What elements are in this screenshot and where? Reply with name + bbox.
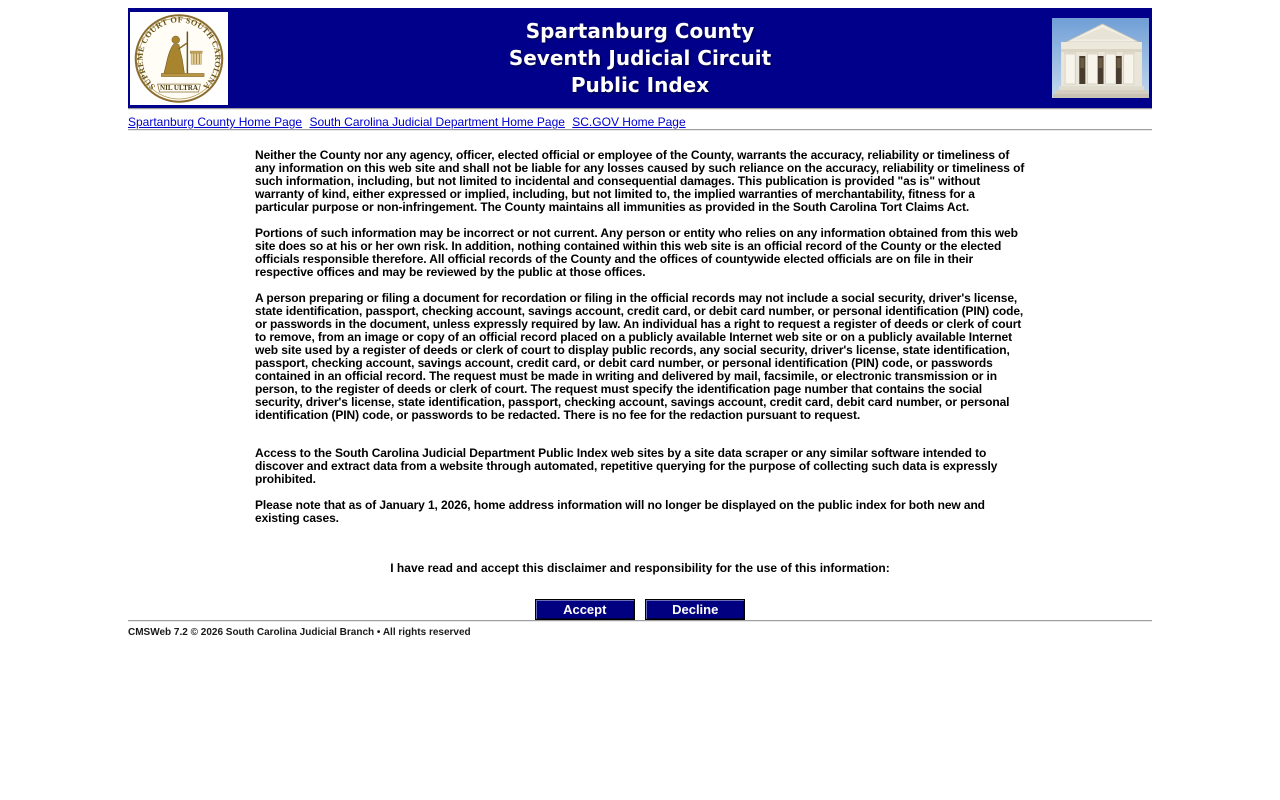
courthouse-image <box>1052 18 1149 98</box>
nav-links-row <box>128 115 1152 129</box>
disclaimer-paragraph-5: Please note that as of January 1, 2026, home address information will no longer be displayed on the public index for both new and existing cases. <box>255 498 985 525</box>
disclaimer-paragraph-2: Portions of such information may be incorrect or not current. Any person or entity who relies on any information obtained from this web site does so at his or her own risk. In addition, nothing contained within this web site is an official record of the County or the elected officials responsible therefore. All official records of the County and the offices of countywide elected officials are on file in their respective offices and may be reviewed by the public at those offices. <box>255 226 1018 279</box>
banner-title <box>128 8 1152 108</box>
button-row <box>128 599 1152 620</box>
footer-text: CMSWeb 7.2 © 2026 South Carolina Judicial Branch • All rights reserved <box>128 627 471 638</box>
accept-button[interactable]: Accept <box>535 599 635 620</box>
banner-title-line-3: Public Index <box>570 72 710 97</box>
nav-link-scgov-home[interactable]: SC.GOV Home Page <box>572 115 686 129</box>
disclaimer-content <box>255 149 1025 525</box>
courthouse-graphic <box>1052 18 1149 98</box>
seal-motto-text: NIL ULTRA <box>160 84 198 93</box>
accept-prompt: I have read and accept this disclaimer and responsibility for the use of this information: <box>390 561 890 575</box>
header-banner <box>128 8 1152 108</box>
banner-title-line-2: Seventh Judicial Circuit <box>508 45 772 70</box>
divider-under-nav <box>128 129 1152 131</box>
page-container <box>128 8 1152 638</box>
nav-link-sc-judicial-department-home[interactable]: South Carolina Judicial Department Home Page <box>309 115 565 129</box>
disclaimer-paragraph-1: Neither the County nor any agency, officer, elected official or employee of the County, warrants the accuracy, reliability or timeliness of any information on this web site and shall not be liable for any losses caused by such reliance on the accuracy, reliability or timeliness of such information, including, but not limited to incidental and consequential damages. This publication is provided "as is" without warranty of kind, either expressed or implied, including, but not limited to, the implied warranties of merchantability, fitness for a particular purpose or non-infringement. The County maintains all immunities as provided in the South Carolina Tort Claims Act. <box>255 148 1025 214</box>
disclaimer-paragraph-4: Access to the South Carolina Judicial Department Public Index web sites by a site data scraper or any similar software intended to discover and extract data from a website through automated, repetitive querying for the purpose of collecting such data is expressly prohibited. <box>255 446 998 486</box>
divider-footer <box>128 620 1152 622</box>
nav-link-spartanburg-county-home[interactable]: Spartanburg County Home Page <box>128 115 303 129</box>
banner-title-line-1: Spartanburg County <box>525 18 755 43</box>
seal-ring-text: SUPREME COURT OF SOUTH CAROLINA <box>135 15 223 92</box>
disclaimer-paragraph-3: A person preparing or filing a document for recordation or filing in the official records may not include a social security, driver's license, state identification, passport, checking account, savings account, credit card, or debit card number, or personal identification (PIN) code, or passwords in the document, unless expressly required by law. An individual has a right to request a register of deeds or clerk of court to remove, from an image or copy of an official record placed on a publicly available Internet web site or on a publicly available Internet web site used by a register of deeds or clerk of court to display public records, any social security, driver's license, state identification, passport, checking account, savings account, credit card, or debit card number, or personal identification (PIN) code, or passwords contained in an official record. The request must be made in writing and delivered by mail, facsimile, or electronic transmission or in person, to the register of deeds or clerk of court. The request must specify the identification page number that contains the social security, driver's license, state identification, passport, checking account, savings account, credit card, debit card number, or personal identification (PIN) code, or passwords to be redacted. There is no fee for the redaction pursuant to request. <box>255 291 1024 422</box>
decline-button[interactable]: Decline <box>645 599 745 620</box>
divider-top <box>128 108 1152 110</box>
